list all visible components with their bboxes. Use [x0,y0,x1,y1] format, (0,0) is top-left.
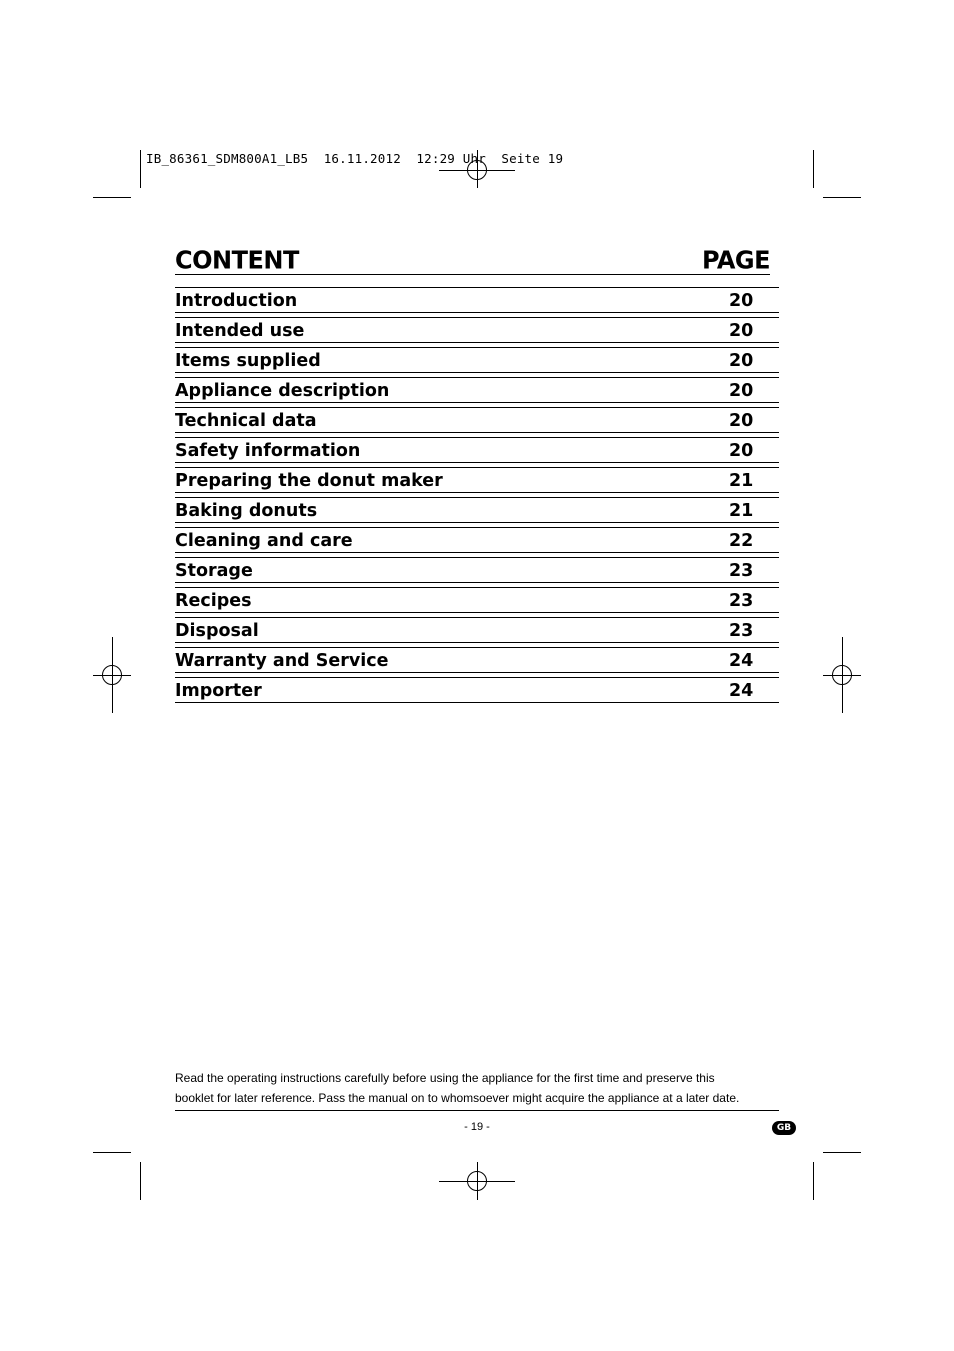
reading-instructions-note [175,1068,779,1111]
toc-entry-label: Warranty and Service [175,651,389,671]
crop-mark-top-left-v [140,150,141,188]
toc-entry-page: 20 [729,291,754,311]
toc-entry-label: Intended use [175,321,305,341]
toc-entry[interactable] [175,677,779,703]
toc-entry-page: 20 [729,381,754,401]
toc-entry-page: 23 [729,621,754,641]
toc-entry-page: 20 [729,411,754,431]
toc-entry-label: Preparing the donut maker [175,471,443,491]
toc-entry-label: Technical data [175,411,317,431]
page-number: - 19 - [464,1121,490,1133]
toc-entry-page: 22 [729,531,754,551]
toc-entry-label: Importer [175,681,262,701]
toc-entry-page: 21 [729,501,754,521]
toc-entry-label: Introduction [175,291,298,311]
toc-entry[interactable] [175,317,779,343]
toc-entry-page: 23 [729,591,754,611]
toc-entry-label: Cleaning and care [175,531,353,551]
toc-heading [175,244,770,275]
crop-mark-bottom-left-h [93,1152,131,1153]
toc-entry-label: Disposal [175,621,259,641]
toc-entry[interactable] [175,557,779,583]
note-line-2: booklet for later reference. Pass the manual on to whomsoever might acquire the appliance at a later date. [175,1091,740,1105]
toc-entry[interactable] [175,527,779,553]
crop-mark-top-right-v [813,150,814,188]
toc-entry[interactable] [175,407,779,433]
toc-entry-page: 24 [729,681,754,701]
crop-mark-bottom-right-v [813,1162,814,1200]
toc-entry[interactable] [175,437,779,463]
toc-entry[interactable] [175,467,779,493]
toc-entry-page: 20 [729,441,754,461]
toc-heading-page: PAGE [701,245,770,275]
toc-entry[interactable] [175,647,779,673]
crop-mark-top-left-h [93,197,131,198]
toc-entry-page: 23 [729,561,754,581]
toc-entry-label: Recipes [175,591,252,611]
language-badge: GB [772,1121,796,1135]
toc-entry-label: Items supplied [175,351,321,371]
toc-heading-content: CONTENT [175,245,299,275]
toc-entry-page: 21 [729,471,754,491]
toc-entry[interactable] [175,287,779,313]
crop-mark-top-right-h [823,197,861,198]
crop-mark-bottom-left-v [140,1162,141,1200]
toc-entry-label: Baking donuts [175,501,318,521]
toc-entry-label: Safety information [175,441,361,461]
toc-entry-page: 20 [729,351,754,371]
toc-entry-label: Appliance description [175,381,390,401]
crop-mark-bottom-right-h [823,1152,861,1153]
toc-entry-page: 20 [729,321,754,341]
toc-entry[interactable] [175,377,779,403]
toc-entry-page: 24 [729,651,754,671]
toc-entry[interactable] [175,587,779,613]
print-slug-line: IB_86361_SDM800A1_LB5 16.11.2012 12:29 Uhr Seite 19 [146,151,564,166]
table-of-contents [175,287,779,707]
note-line-1: Read the operating instructions carefully before using the appliance for the first time and preserve this [175,1071,715,1085]
toc-entry-label: Storage [175,561,253,581]
toc-entry[interactable] [175,497,779,523]
toc-entry[interactable] [175,617,779,643]
toc-entry[interactable] [175,347,779,373]
